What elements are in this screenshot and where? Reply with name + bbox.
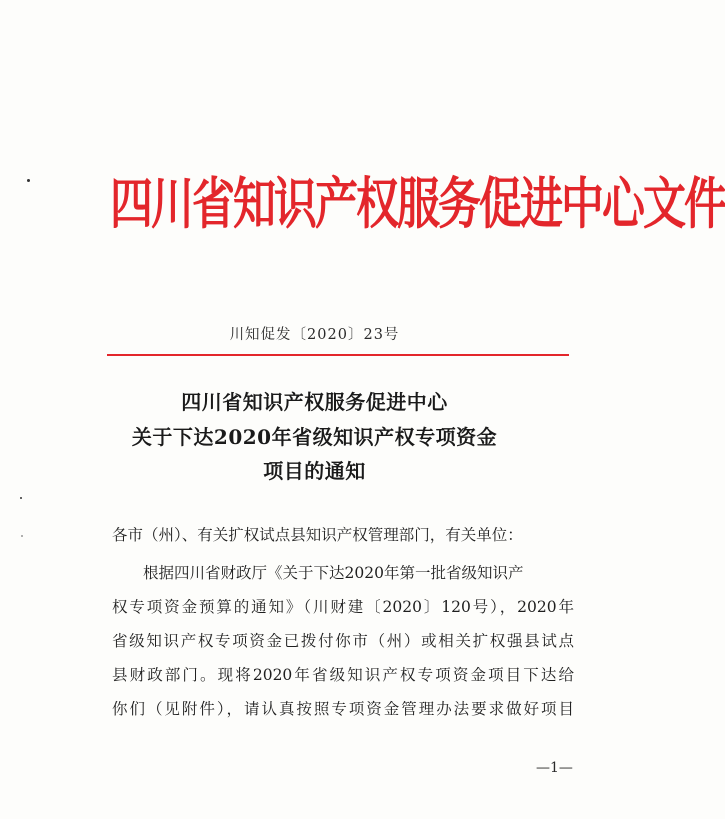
salutation: 各市（州）、有关扩权试点县知识产权管理部门，有关单位：	[112, 526, 523, 544]
body-paragraph-line: 县财政部门。现将2020年省级知识产权专项资金项目下达给	[112, 666, 574, 684]
notice-title-line-2: 关于下达2020年省级知识产权专项资金	[131, 425, 498, 449]
notice-title-line-1: 四川省知识产权服务促进中心	[181, 390, 448, 414]
scan-speck	[20, 497, 22, 499]
issuer-masthead: 四川省知识产权服务促进中心文件	[110, 172, 725, 238]
scan-speck	[27, 179, 30, 182]
body-paragraph-line: 根据四川省财政厅《关于下达2020年第一批省级知识产	[143, 564, 524, 582]
scan-speck	[21, 535, 23, 537]
notice-title-line-3: 项目的通知	[263, 459, 366, 483]
red-divider-line	[107, 354, 569, 356]
page-number: —1—	[536, 760, 573, 776]
document-number: 川知促发〔2020〕23号	[229, 327, 400, 343]
body-paragraph-line: 权专项资金预算的通知》（川财建〔2020〕120号），2020年	[112, 598, 574, 616]
body-paragraph-line: 你们（见附件），请认真按照专项资金管理办法要求做好项目	[112, 700, 574, 718]
body-paragraph-line: 省级知识产权专项资金已拨付你市（州）或相关扩权强县试点	[112, 632, 574, 650]
